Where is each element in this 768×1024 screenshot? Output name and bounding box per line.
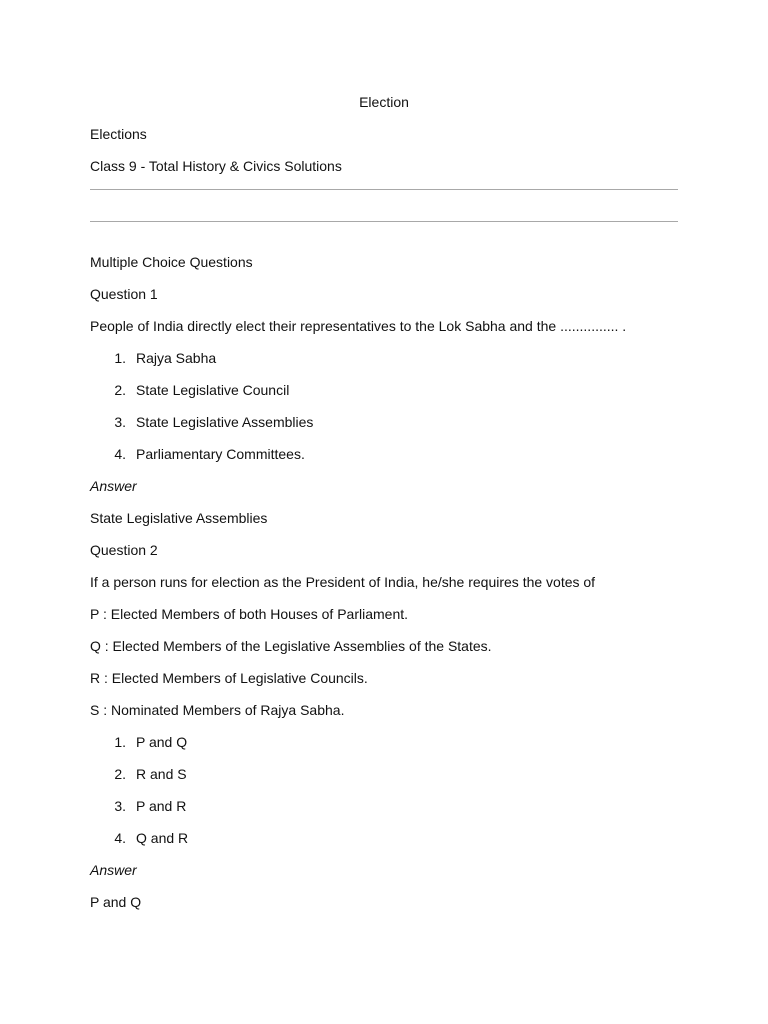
option-number: 2. [114, 382, 126, 398]
option-text: Rajya Sabha [136, 350, 217, 366]
section-heading: Multiple Choice Questions [90, 254, 253, 270]
option-text: State Legislative Council [136, 382, 290, 398]
option-text: State Legislative Assemblies [136, 414, 314, 430]
question-label: Question 1 [90, 286, 158, 302]
answer-label: Answer [90, 862, 137, 878]
statement-q: Q : Elected Members of the Legislative Assemblies of the States. [90, 638, 492, 654]
answer-text: P and Q [90, 894, 142, 910]
option-item [90, 349, 678, 367]
option-item [90, 829, 678, 847]
option-text: Q and R [136, 830, 189, 846]
document-page [90, 0, 678, 1024]
option-number: 4. [114, 830, 126, 846]
option-item [90, 765, 678, 783]
divider [90, 189, 678, 190]
option-item [90, 797, 678, 815]
option-text: R and S [136, 766, 187, 782]
option-item [90, 413, 678, 431]
option-number: 1. [114, 350, 126, 366]
option-item [90, 445, 678, 463]
statement-p: P : Elected Members of both Houses of Parliament. [90, 606, 409, 622]
question-text: People of India directly elect their representatives to the Lok Sabha and the ............... . [90, 318, 627, 334]
option-text: Parliamentary Committees. [136, 446, 305, 462]
answer-text: State Legislative Assemblies [90, 510, 268, 526]
statement-r: R : Elected Members of Legislative Councils. [90, 670, 368, 686]
option-text: P and R [136, 798, 187, 814]
answer-label: Answer [90, 478, 137, 494]
book-subtitle: Class 9 - Total History & Civics Solutions [90, 158, 342, 174]
divider [90, 221, 678, 222]
option-number: 3. [114, 414, 126, 430]
option-number: 2. [114, 766, 126, 782]
question-label: Question 2 [90, 542, 158, 558]
option-number: 1. [114, 734, 126, 750]
question-text: If a person runs for election as the President of India, he/she requires the votes of [90, 574, 596, 590]
statement-s: S : Nominated Members of Rajya Sabha. [90, 702, 345, 718]
option-number: 4. [114, 446, 126, 462]
document-title: Election [359, 94, 409, 110]
option-item [90, 733, 678, 751]
option-number: 3. [114, 798, 126, 814]
chapter-heading: Elections [90, 126, 147, 142]
option-item [90, 381, 678, 399]
option-text: P and Q [136, 734, 188, 750]
